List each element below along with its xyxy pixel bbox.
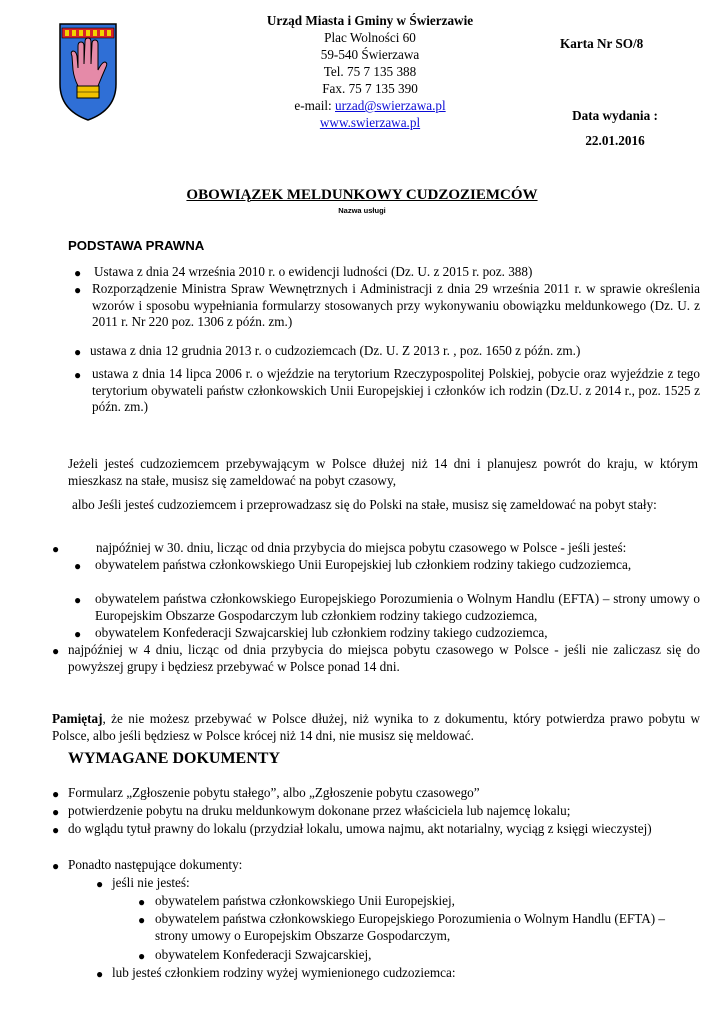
list-item: Formularz „Zgłoszenie pobytu stałego”, albo „Zgłoszenie pobytu czasowego” — [68, 785, 480, 800]
remember-label: Pamiętaj — [52, 711, 103, 726]
bullet-icon: ● — [138, 949, 146, 963]
list-item: ustawa z dnia 14 lipca 2006 r. o wjeździe na terytorium Rzeczypospolitej Polskiej, pobycie oraz wyjeździe z tego terytorium obywateli państw członkowskich Unii Europejskiej i członków ich rodzin (Dz.U. z 2014 r., poz. 1525 z późn. zm.) — [92, 366, 700, 414]
legal-basis-heading: PODSTAWA PRAWNA — [68, 238, 205, 253]
crest-logo — [58, 22, 118, 122]
bullet-icon: ● — [52, 823, 60, 837]
list-item-text: Rozporządzenie Ministra Spraw Wewnętrznych i Administracji z dnia 29 września 2011 r. w sprawie określenia wzorów i sposobu wypełniania formularzy stosowanych przy wykonywaniu obowiązku meldunkowego (Dz. U. z 2011 r. Nr 220 poz. 1306 z późn. zm.) — [92, 281, 700, 329]
bullet-icon: ● — [138, 895, 146, 909]
bullet-icon: ● — [96, 967, 104, 981]
list-item: do wglądu tytuł prawny do lokalu (przydział lokalu, umowa najmu, akt notarialny, wyciąg z księgi wieczystej) — [68, 821, 652, 836]
office-name: Urząd Miasta i Gminy w Świerzawie — [266, 13, 474, 28]
bullet-icon: ● — [52, 542, 60, 556]
bullet-icon: ● — [74, 283, 82, 297]
list-item: obywatelem Konfederacji Szwajcarskiej, — [155, 947, 372, 962]
info-paragraph-2: albo Jeśli jesteś cudzoziemcem i przeprowadzasz się do Polski na stałe, musisz się zameldować na pobyt stały: — [72, 497, 657, 512]
bullet-icon: ● — [74, 368, 82, 382]
office-phone: Tel. 75 7 135 388 — [323, 64, 417, 79]
bullet-icon: ● — [52, 859, 60, 873]
bullet-icon: ● — [138, 913, 146, 927]
bullet-icon: ● — [52, 787, 60, 801]
office-postal: 59-540 Świerzawa — [320, 47, 420, 62]
required-documents-heading: WYMAGANE DOKUMENTY — [68, 750, 280, 767]
list-item: ustawa z dnia 12 grudnia 2013 r. o cudzoziemcach (Dz. U. Z 2013 r. , poz. 1650 z późn. zm.) — [90, 343, 581, 358]
office-contact-block — [220, 12, 520, 131]
list-item: najpóźniej w 4 dniu, licząc od dnia przybycia do miejsca pobytu czasowego w Polsce - jeśli nie zaliczasz się do powyższej grupy i będziesz przebywać w Polsce ponad 14 dni. — [68, 642, 700, 674]
remember-note — [52, 710, 700, 744]
bullet-icon: ● — [74, 266, 82, 280]
service-name-label: Nazwa usługi — [338, 206, 386, 215]
list-item: Ponadto następujące dokumenty: — [68, 857, 243, 872]
info-paragraph-1: Jeżeli jesteś cudzoziemcem przebywającym w Polsce dłużej niż 14 dni i planujesz powrót do kraju, w którym mieszkasz na stałe, musisz się zameldować na pobyt czasowy, — [68, 456, 698, 488]
bullet-icon: ● — [52, 644, 60, 658]
website-link[interactable]: www.swierzawa.pl — [319, 115, 421, 130]
office-fax: Fax. 75 7 135 390 — [322, 81, 418, 96]
email-link[interactable]: urzad@swierzawa.pl — [335, 98, 446, 113]
email-label: e-mail: — [294, 98, 332, 113]
list-item: obywatelem Konfederacji Szwajcarskiej lub członkiem rodziny takiego cudzoziemca, — [95, 625, 548, 640]
list-item: potwierdzenie pobytu na druku meldunkowym dokonane przez właściciela lub najemcę lokalu; — [68, 803, 571, 818]
list-item — [92, 281, 700, 331]
list-item: lub jesteś członkiem rodziny wyżej wymienionego cudzoziemca: — [112, 965, 456, 980]
office-address: Plac Wolności 60 — [324, 30, 416, 45]
document-title: OBOWIĄZEK MELDUNKOWY CUDZOZIEMCÓW — [186, 187, 538, 203]
bullet-icon: ● — [74, 627, 82, 641]
list-item: najpóźniej w 30. dniu, licząc od dnia przybycia do miejsca pobytu czasowego w Polsce - jeśli jesteś: — [96, 540, 627, 555]
list-item: obywatelem państwa członkowskiego Unii Europejskiej lub członkiem rodziny takiego cudzoziemca, — [95, 557, 632, 572]
coat-of-arms-icon — [58, 22, 118, 122]
list-item: obywatelem państwa członkowskiego Europejskiego Porozumienia o Wolnym Handlu (EFTA) – strony umowy o Europejskim Obszarze Gospodarczym lub członkiem rodziny takiego cudzoziemca, — [95, 591, 700, 623]
bullet-icon: ● — [74, 593, 82, 607]
bullet-icon: ● — [96, 877, 104, 891]
issue-date: 22.01.2016 — [585, 133, 645, 148]
list-item: obywatelem państwa członkowskiego Europejskiego Porozumienia o Wolnym Handlu (EFTA) – strony umowy o Europejskim Obszarze Gospodarczym, — [155, 911, 666, 943]
list-item: Ustawa z dnia 24 września 2010 r. o ewidencji ludności (Dz. U. z 2015 r. poz. 388) — [94, 264, 533, 279]
list-item: obywatelem państwa członkowskiego Unii Europejskiej, — [155, 893, 455, 908]
card-number: Karta Nr SO/8 — [560, 36, 644, 51]
remember-text: , że nie możesz przebywać w Polsce dłużej, niż wynika to z dokumentu, który potwierdza prawo pobytu w Polsce, albo jeśli będziesz w Polsce krócej niż 14 dni, nie musisz się meldować. — [52, 711, 700, 743]
bullet-icon: ● — [74, 559, 82, 573]
list-item: jeśli nie jesteś: — [112, 875, 190, 890]
issue-date-label: Data wydania : — [572, 108, 658, 123]
bullet-icon: ● — [52, 805, 60, 819]
list-item-wrapper — [92, 281, 700, 331]
office-email-row — [220, 97, 520, 114]
bullet-icon: ● — [74, 345, 82, 359]
